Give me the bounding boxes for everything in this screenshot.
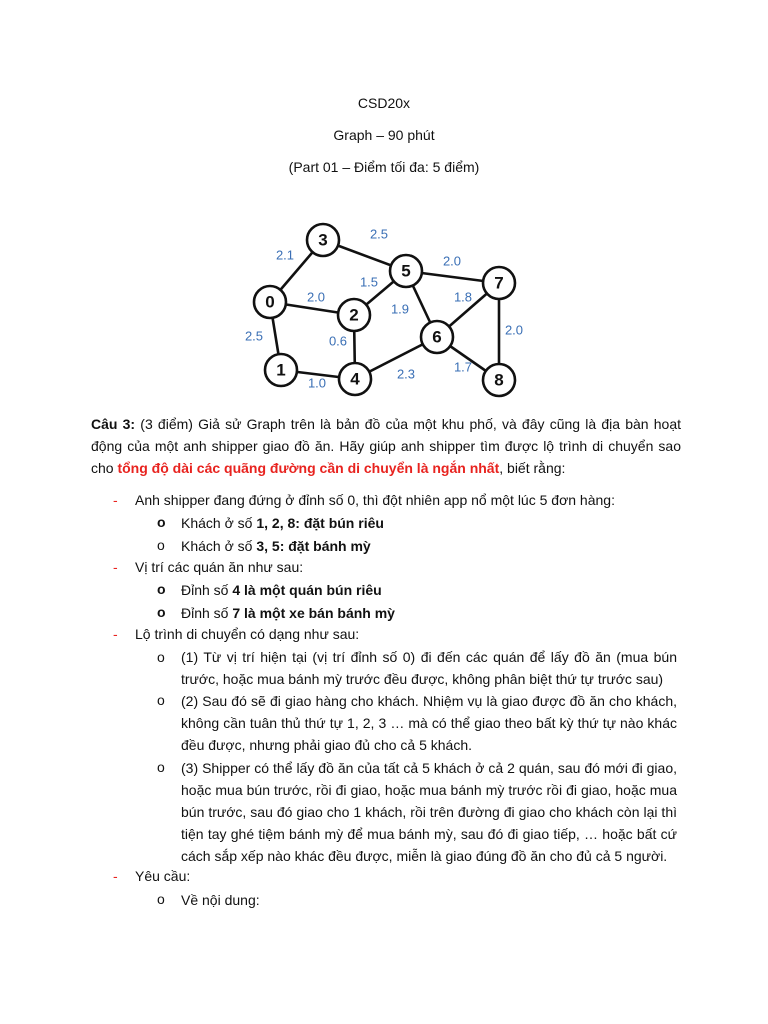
- sub-bullet: o: [157, 514, 166, 530]
- edge-weight-label: 1.8: [453, 289, 473, 305]
- route-step-3: (3) Shipper có thể lấy đồ ăn của tất cả 5 khách ở cả 2 quán, sau đó mới đi giao, hoặc mua bún trước, rồi đi giao, hoặc mua bánh mỳ trước rồi đi giao, hoặc mua bún trước, sau đó giao cho 1 khách, rồi trên đường đi giao cho khách còn lại thì tiện tay ghé tiệm bánh mỳ để mua bánh mỳ, sau đó đi giao tiếp, … hoặc bất cứ cách sắp xếp nào khác đều được, miễn là giao đúng đồ ăn cho đủ cả 5 người.: [181, 760, 677, 864]
- edge-weight-label: 2.0: [306, 289, 326, 305]
- route-step-2: (2) Sau đó sẽ đi giao hàng cho khách. Nhiệm vụ là giao được đồ ăn cho khách, không cần tuân thủ thứ tự 1, 2, 3 … mà có thể giao theo bất kỳ thứ tự nào khác đều được, nhưng phải giao đủ cho cả 5 khách.: [181, 693, 677, 753]
- edge-weight-label: 1.9: [390, 301, 410, 317]
- document-title: Graph – 90 phút: [333, 127, 435, 143]
- sub-bullet: o: [157, 692, 165, 708]
- sub-bullet: o: [157, 537, 165, 553]
- edge-weight-label: 1.0: [307, 375, 327, 391]
- order-banh-my: Khách ở số 3, 5: đặt bánh mỳ: [181, 538, 371, 554]
- graph-figure: [238, 220, 538, 400]
- edge-weight-label: 2.0: [504, 322, 524, 338]
- question-tail: , biết rằng:: [499, 460, 566, 476]
- sub-bullet: o: [157, 759, 165, 775]
- question-paragraph: [91, 413, 681, 479]
- dash-bullet: -: [113, 868, 118, 884]
- graph-node-label: 8: [494, 370, 504, 390]
- requirement-content: Về nội dung:: [181, 892, 260, 908]
- edge-weight-label: 2.5: [369, 226, 389, 242]
- route-step-1: (1) Từ vị trí hiện tại (vị trí đỉnh số 0) đi đến các quán để lấy đồ ăn (mua bún trước, hoặc mua bánh mỳ trước đều được, không phân biệt thứ tự trước sau): [181, 649, 677, 687]
- item-orders: Anh shipper đang đứng ở đỉnh số 0, thì đột nhiên app nổ một lúc 5 đơn hàng:: [135, 492, 615, 508]
- shop-bun-rieu: Đỉnh số 4 là một quán bún riêu: [181, 582, 382, 598]
- sub-bullet: o: [157, 891, 165, 907]
- course-code: CSD20x: [357, 95, 411, 111]
- graph-node-label: 4: [350, 369, 360, 389]
- sub-bullet: o: [157, 581, 166, 597]
- dash-bullet: -: [113, 492, 118, 508]
- dash-bullet: -: [113, 626, 118, 642]
- order-bun-rieu: Khách ở số 1, 2, 8: đặt bún riêu: [181, 515, 384, 531]
- item-shops: Vị trí các quán ăn như sau:: [135, 559, 304, 575]
- graph-node-label: 5: [401, 261, 411, 281]
- sub-bullet: o: [157, 649, 165, 665]
- edge-weight-label: 2.1: [275, 247, 295, 263]
- edge-weight-label: 2.5: [244, 328, 264, 344]
- item-requirements: Yêu cầu:: [135, 868, 191, 884]
- edge-weight-label: 0.6: [328, 333, 348, 349]
- question-intro: (3 điểm) Giả sử Graph trên là bản đồ của một khu phố, và đây cũng là địa bàn hoạt động của một anh shipper giao đồ ăn. Hãy giúp anh shipper tìm được lộ trình di chuyển sao cho: [91, 416, 681, 476]
- graph-node-label: 3: [318, 230, 328, 250]
- edge-weight-label: 1.7: [453, 359, 473, 375]
- edge-weight-label: 1.5: [359, 274, 379, 290]
- graph-node-label: 2: [349, 305, 359, 325]
- shop-banh-my: Đỉnh số 7 là một xe bán bánh mỳ: [181, 605, 395, 621]
- graph-node-label: 6: [432, 327, 442, 347]
- question-label: Câu 3:: [91, 416, 136, 432]
- edge-weight-label: 2.0: [442, 253, 462, 269]
- item-route: Lộ trình di chuyển có dạng như sau:: [135, 626, 360, 642]
- part-subtitle: (Part 01 – Điểm tối đa: 5 điểm): [288, 159, 480, 175]
- question-highlight: tổng độ dài các quãng đường cần di chuyển là ngắn nhất: [117, 460, 500, 476]
- graph-node-label: 0: [265, 292, 275, 312]
- graph-node-label: 7: [494, 273, 504, 293]
- sub-bullet: o: [157, 604, 166, 620]
- edge-weight-label: 2.3: [396, 366, 416, 382]
- dash-bullet: -: [113, 559, 118, 575]
- graph-node-label: 1: [276, 360, 286, 380]
